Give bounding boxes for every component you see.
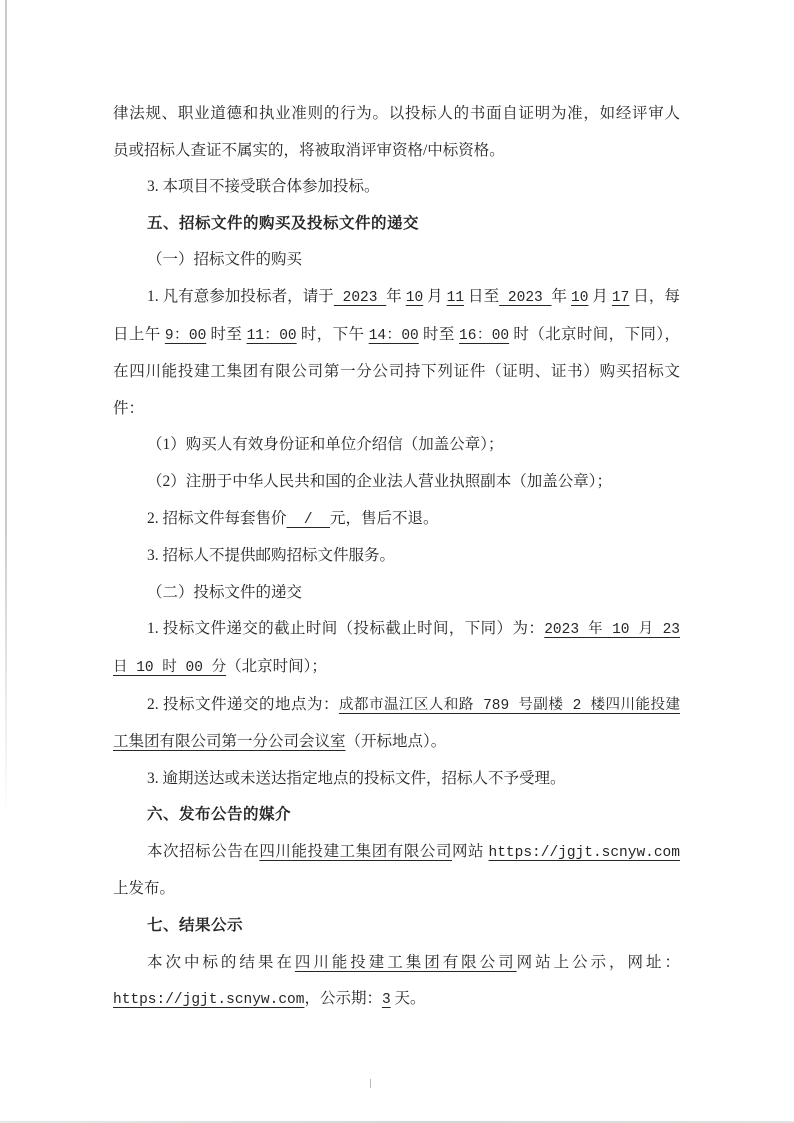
text-segment: 本次中标的结果在 [147, 953, 295, 971]
text-segment: 2. 投标文件递交的地点为： [147, 695, 339, 713]
underlined-field: / [286, 511, 331, 528]
underlined-field: 17 [611, 289, 630, 306]
text-segment: 在四川能投建工集团有限公司第一分公司持下列证件（证明、证书）购买招标文 [113, 363, 680, 381]
document-body [113, 96, 680, 1019]
text-segment: ，公示期： [304, 990, 382, 1008]
doc-line [113, 687, 680, 725]
doc-line [113, 575, 680, 612]
doc-line [113, 242, 680, 279]
section-heading [113, 797, 680, 834]
doc-line [113, 427, 680, 464]
underlined-field: 11：00 [246, 327, 297, 344]
text-segment: 员或招标人查证不属实的，将被取消评审资格/中标资格。 [113, 141, 505, 159]
doc-line [113, 133, 680, 170]
underlined-field: 四川能投建工集团有限公司 [259, 842, 452, 860]
text-segment: 本次招标公告在 [147, 842, 260, 860]
text-segment: （北京时间）； [226, 657, 327, 675]
text-segment: 时，下午 [296, 325, 369, 343]
underlined-field: 10 [571, 289, 589, 306]
text-segment: 日，每 [629, 287, 680, 305]
underlined-field: 11 [446, 289, 465, 306]
underlined-field: https://jgjt.scnyw.com [488, 844, 680, 861]
doc-line [113, 96, 680, 133]
underlined-field: 10 [405, 289, 424, 306]
doc-line [113, 279, 680, 317]
text-segment: （开标地点）。 [345, 733, 447, 751]
underlined-field: 9：00 [164, 327, 207, 344]
text-segment: 时（北京时间，下同）， [509, 325, 680, 343]
scan-mark-artifact [370, 1079, 371, 1088]
section-heading [113, 908, 680, 945]
scan-edge-artifact-left [5, 0, 7, 820]
doc-line [113, 611, 680, 649]
underlined-field: 四川能投建工集团有限公司 [294, 953, 517, 971]
underlined-field: 2023 [333, 289, 387, 306]
text-segment: 年 [386, 287, 406, 305]
text-segment: 七、结果公示 [147, 917, 244, 935]
doc-line [113, 871, 680, 908]
underlined-field: https://jgjt.scnyw.com [113, 992, 305, 1009]
text-segment: 3. 逾期送达或未送达指定地点的投标文件，招标人不予受理。 [147, 769, 566, 787]
underlined-field: 14：00 [368, 327, 419, 344]
text-segment: （2）注册于中华人民共和国的企业法人营业执照副本（加盖公章）； [147, 472, 613, 490]
doc-line [113, 169, 680, 206]
underlined-field: 3 [381, 992, 391, 1009]
doc-line [113, 834, 680, 872]
text-segment: 网站上公示，网址： [516, 953, 680, 971]
text-segment: （1）购买人有效身份证和单位介绍信（加盖公章）； [147, 436, 504, 454]
doc-line [113, 317, 680, 355]
doc-line [113, 981, 680, 1019]
text-segment: （一）招标文件的购买 [147, 251, 303, 269]
text-segment: 元，售后不退。 [330, 509, 439, 527]
text-segment: 律法规、职业道德和执业准则的行为。以投标人的书面自证明为准，如经评审人 [113, 105, 680, 122]
text-segment: 五、招标文件的购买及投标文件的递交 [147, 214, 420, 232]
text-segment: 月 [423, 287, 447, 305]
doc-line [113, 354, 680, 391]
text-segment: 天。 [390, 990, 426, 1008]
underlined-field: 2023 年 10 月 23 [544, 622, 680, 639]
underlined-field: 2023 [499, 289, 552, 306]
text-segment: 时至 [206, 325, 247, 343]
doc-line [113, 538, 680, 575]
text-segment: 3. 本项目不接受联合体参加投标。 [147, 178, 380, 196]
doc-line [113, 761, 680, 798]
doc-line [113, 464, 680, 501]
doc-line [113, 945, 680, 982]
underlined-field: 工集团有限公司第一分公司会议室 [113, 733, 346, 751]
text-segment: 月 [588, 287, 612, 305]
text-segment: 日上午 [113, 325, 165, 343]
underlined-field: 成都市温江区人和路 789 号副楼 2 楼四川能投建 [338, 697, 680, 714]
text-segment: 年 [551, 287, 572, 305]
text-segment: 件： [113, 399, 145, 417]
text-segment: 1. 投标文件递交的截止时间（投标截止时间，下同）为： [147, 620, 545, 638]
doc-line [113, 649, 680, 687]
section-heading [113, 206, 680, 243]
text-segment: 网站 [452, 842, 489, 860]
doc-line [113, 391, 680, 428]
text-segment: （二）投标文件的递交 [147, 583, 303, 601]
text-segment: 日至 [464, 287, 500, 305]
doc-line [113, 501, 680, 539]
text-segment: 3. 招标人不提供邮购招标文件服务。 [147, 547, 396, 565]
underlined-field: 日 10 时 00 分 [113, 659, 227, 676]
doc-line [113, 724, 680, 761]
underlined-field: 16：00 [459, 327, 510, 344]
text-segment: 2. 招标文件每套售价 [147, 509, 287, 527]
text-segment: 时至 [418, 325, 460, 343]
text-segment: 1. 凡有意参加投标者，请于 [147, 287, 334, 305]
text-segment: 上发布。 [113, 880, 176, 898]
text-segment: 六、发布公告的媒介 [147, 806, 292, 824]
